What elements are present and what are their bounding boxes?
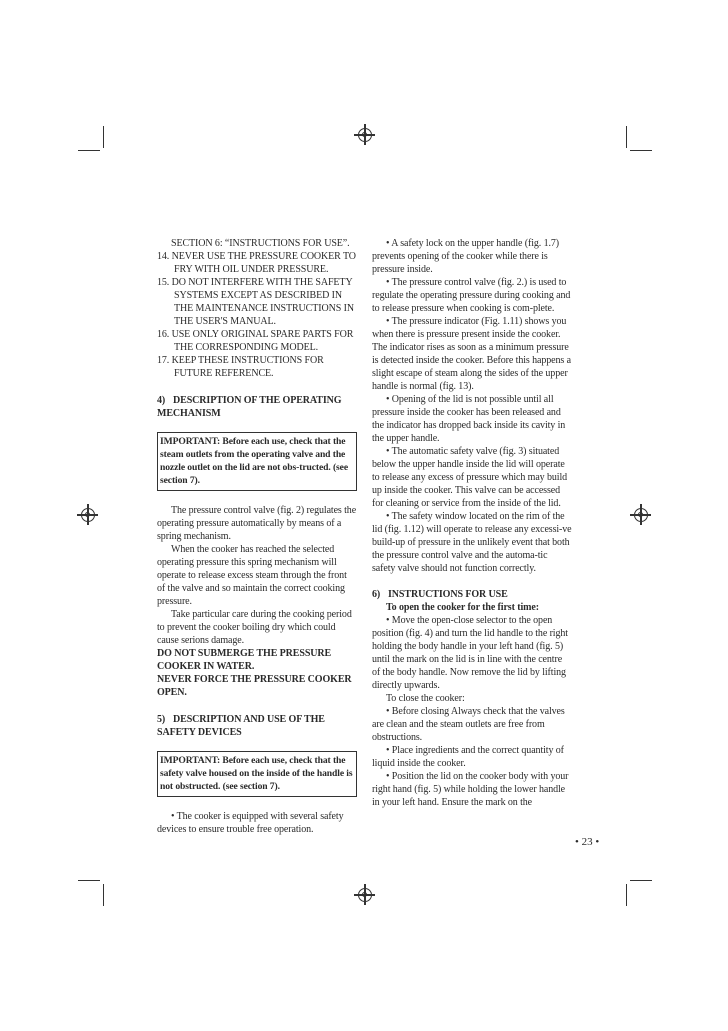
paragraph: • The automatic safety valve (fig. 3) situated below the upper handle inside the lid will operate to release any excess of pressure which may build up inside the cooker. This valve can be accessed for cleaning or service from the inside of the lid. [372, 446, 568, 509]
section-title: DESCRIPTION OF THE OPERATING MECHANISM [157, 395, 342, 419]
warning-text: NEVER FORCE THE PRESSURE COOKER OPEN. [157, 674, 352, 698]
subheading: To open the cooker for the first time: [386, 602, 539, 613]
important-notice-box: IMPORTANT: Before each use, check that the steam outlets from the operating valve and the nozzle outlet on the lid are not obs-tructed. (see section 7). [157, 432, 357, 491]
crop-mark [630, 150, 652, 151]
subheading: To close the cooker: [386, 693, 465, 704]
crop-mark [626, 884, 627, 906]
list-item: 14. NEVER USE THE PRESSURE COOKER TO FRY WITH OIL UNDER PRESSURE. [157, 251, 356, 275]
registration-mark-icon [358, 888, 372, 902]
paragraph: • Position the lid on the cooker body with your right hand (fig. 5) while holding the lower handle in your left hand. Ensure the mark on the [372, 771, 569, 808]
section-title: INSTRUCTIONS FOR USE [388, 589, 508, 600]
right-column [372, 237, 572, 809]
paragraph: • The safety window located on the rim of the lid (fig. 1.12) will operate to release any excessi-ve build-up of pressure in the unlikely event that both the pressure control valve and the automa-tic safety valve should not function correctly. [372, 511, 572, 574]
crop-mark [626, 126, 627, 148]
section-number: 6) [372, 589, 381, 600]
crop-mark [103, 884, 104, 906]
paragraph: • Opening of the lid is not possible until all pressure inside the cooker has been released and the indicator has dropped back inside its cavity in the upper handle. [372, 394, 566, 444]
paragraph: Take particular care during the cooking period to prevent the cooker boiling dry which could cause serions damage. [157, 609, 352, 646]
crop-mark [78, 150, 100, 151]
warning-text: DO NOT SUBMERGE THE PRESSURE COOKER IN WATER. [157, 648, 332, 672]
registration-mark-icon [81, 508, 95, 522]
paragraph: • A safety lock on the upper handle (fig. 1.7) prevents opening of the cooker while there is pressure inside. [372, 238, 560, 275]
paragraph: • The cooker is equipped with several safety devices to ensure trouble free operation. [157, 811, 344, 835]
crop-mark [103, 126, 104, 148]
section-heading [157, 394, 357, 420]
list-item: SECTION 6: “INSTRUCTIONS FOR USE”. [171, 238, 350, 249]
section-number: 5) [157, 714, 166, 725]
registration-mark-icon [634, 508, 648, 522]
crop-mark [78, 880, 100, 881]
crop-mark [630, 880, 652, 881]
section-heading [157, 713, 357, 739]
paragraph: • Place ingredients and the correct quantity of liquid inside the cooker. [372, 745, 564, 769]
section-number: 4) [157, 395, 166, 406]
list-item: 17. KEEP THESE INSTRUCTIONS FOR FUTURE REFERENCE. [157, 355, 324, 379]
paragraph: • Before closing Always check that the valves are clean and the steam outlets are free from obstructions. [372, 706, 565, 743]
registration-mark-icon [358, 128, 372, 142]
paragraph: • The pressure control valve (fig. 2.) is used to regulate the operating pressure during cooking and to release pressure when cooking is com-plete. [372, 277, 571, 314]
important-notice-box: IMPORTANT: Before each use, check that the safety valve housed on the inside of the handle is not obstructed. (see section 7). [157, 751, 357, 797]
paragraph: The pressure control valve (fig. 2) regulates the operating pressure automatically by means of a spring mechanism. [157, 505, 357, 542]
section-heading [372, 588, 572, 601]
paragraph: • The pressure indicator (Fig. 1.11) shows you when there is pressure present inside the cooker. The indicator rises as soon as a minimum pressure is detected inside the cooker. Before this happens a slight escape of steam along the sides of the upper handle is normal (fig. 13). [372, 316, 571, 392]
page-number: • 23 • [575, 836, 600, 848]
list-item: 15. DO NOT INTERFERE WITH THE SAFETY SYSTEMS EXCEPT AS DESCRIBED IN THE MAINTENANCE INSTRUCTIONS IN THE USER'S MANUAL. [157, 277, 354, 327]
paragraph: When the cooker has reached the selected operating pressure this spring mechanism will operate to release excess steam through the front of the valve and so maintain the correct cooking pressure. [157, 544, 347, 607]
list-item: 16. USE ONLY ORIGINAL SPARE PARTS FOR THE CORRESPONDING MODEL. [157, 329, 354, 353]
paragraph: • Move the open-close selector to the open position (fig. 4) and turn the lid handle to the right holding the body handle in your left hand (fig. 5) until the mark on the lid is in line with the centre of the body handle. Now remove the lid by lifting directly upwards. [372, 615, 568, 691]
left-column [157, 237, 357, 836]
section-title: DESCRIPTION AND USE OF THE SAFETY DEVICES [157, 714, 325, 738]
